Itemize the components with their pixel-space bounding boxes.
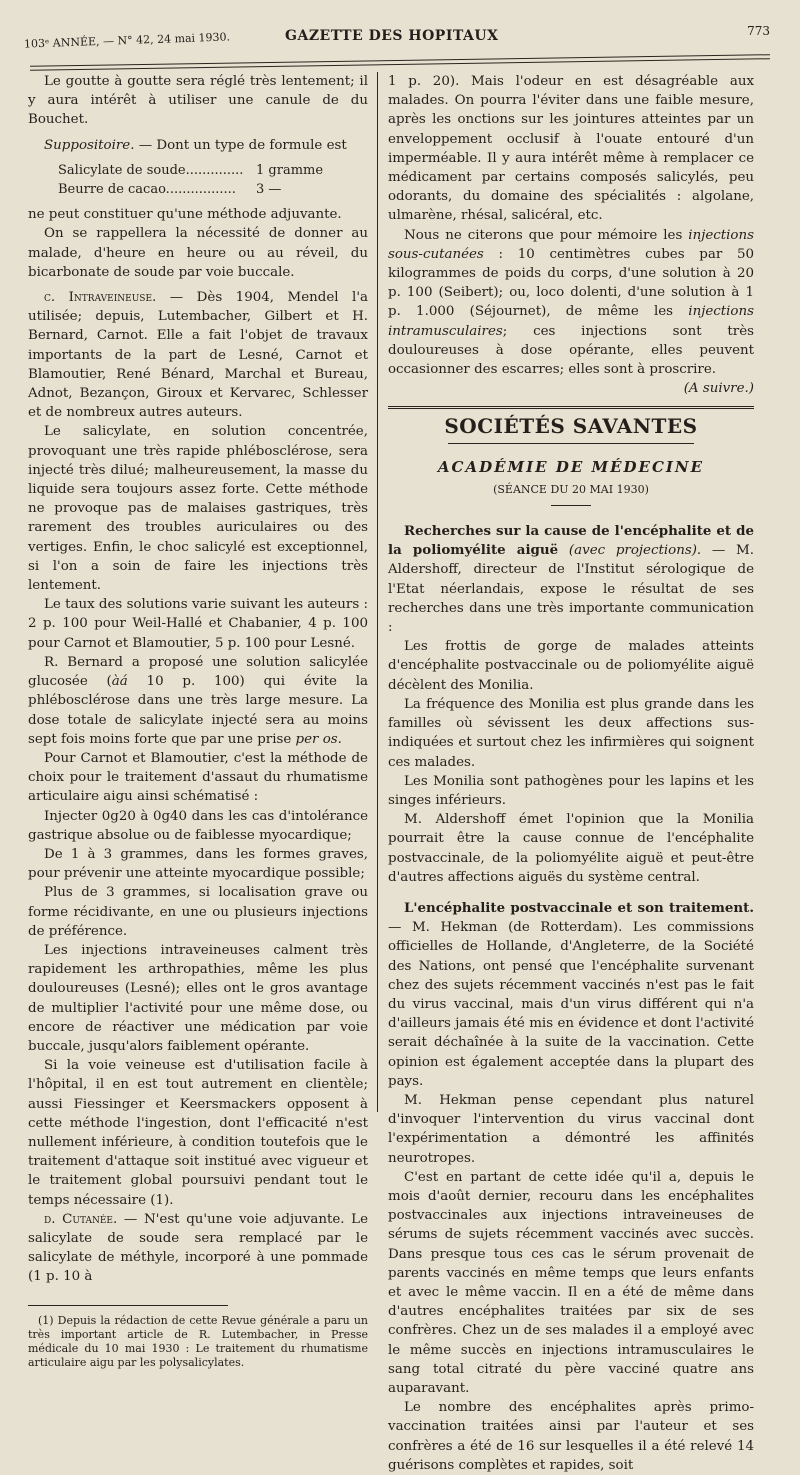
paragraph: La fréquence des Monilia est plus grande dans les familles où sévissent les deux affections sus-indiquées et surtout chez les infirmières qui soignent ces malades. [388,696,754,770]
paragraph: M. Hekman pense cependant plus naturel d'invoquer l'intervention du virus vaccinal dont l'expérimentation a démontré les affinités neurotropes. [388,1092,754,1166]
article-title: L'encéphalite postvaccinale et son traitement. [404,899,754,916]
paragraph: 1 p. 20). Mais l'odeur en est désagréable aux malades. On pourra l'éviter dans une faible mesure, après les onctions sur les jointures atteintes par un enveloppement occlusif à l'ouate entouré d'un imperméable. Il y aura intérêt même à remplacer ce médicament par certains composés salicylés, peu odorants, du domaine des spécialités : algolane, ulmarène, rhésal, salicéral, etc. [388,74,754,224]
page-number: 773 [747,24,770,38]
paragraph: L'encéphalite postvaccinale et son traitement. — M. Hekman (de Rotterdam). Les commissions officielles de Hollande, d'Angleterre, de la Société des Nations, ont pensé que l'encéphalite survenant chez des sujets récemment vaccinés n'est pas le fait du virus vaccinal, mais d'un virus différent qui n'a d'ailleurs jamais été mis en évidence et dont l'activité serait déchaînée à la suite de la vaccination. Cette opinion est également acceptée dans la plupart des pays. [388,899,754,1089]
paragraph: Les Monilia sont pathogènes pour les lapins et les singes inférieurs. [388,773,754,808]
subheading: c. Intraveineuse. [44,290,157,306]
subheading: d. Cutanée. [44,1211,118,1227]
to-be-continued: (A suivre.) [683,381,754,397]
column-divider [377,72,378,1112]
left-column [28,72,368,1370]
paragraph: Les injections intraveineuses calment très rapidement les arthropathies, même les plus douloureuses (Lesné); elles ont le gros avantage de multiplier l'activité pour une même dose, ou encore de réactiver une médication par voie buccale, jusqu'alors faiblement opérante. [28,942,368,1054]
paragraph: Injecter 0g20 à 0g40 dans les cas d'intolérance gastrique absolue ou de faiblesse myocardique; [28,808,368,843]
paragraph: Nous ne citerons que pour mémoire les injections sous-cutanées : 10 centimètres cubes par 50 kilogrammes de poids du corps, d'une solution à 20 p. 100 (Seibert); ou, loco dolenti, d'une solution à 1 p. 1.000 (Séjournet), de même les injections intramusculaires; ces injections sont très douloureuses à dose opérante, elles peuvent occasionner des escarres; elles sont à proscrire. [388,227,754,378]
right-column [388,72,754,1475]
formula-line: Salicylate de soude.............. 1 gramme [58,162,324,178]
paragraph: On se rappellera la nécessité de donner au malade, d'heure en heure ou au réveil, du bicarbonate de soude par voie buccale. [28,226,368,280]
section-rule-thin [448,443,694,444]
section-rule [388,406,754,409]
paragraph: Le taux des solutions varie suivant les auteurs : 2 p. 100 pour Weil-Hallé et Chabanier, 4 p. 100 pour Carnot et Blamoutier, 5 p. 100 pour Lesné. [28,597,368,651]
session-date: (SÉANCE DU 20 MAI 1930) [493,482,649,496]
paragraph: Recherches sur la cause de l'encéphalite et de la poliomyélite aiguë (avec projections). — M. Aldershoff, directeur de l'Institut sérologique de l'Etat néerlandais, expose le résultat de ses recherches dans une très importante communication : [388,523,755,636]
section-title: SOCIÉTÉS SAVANTES [444,414,698,439]
paragraph: ne peut constituer qu'une méthode adjuvante. [28,207,342,223]
paragraph: Le goutte à goutte sera réglé très lentement; il y aura intérêt à utiliser une canule de du Bouchet. [28,74,368,128]
paragraph: Le salicylate, en solution concentrée, provoquant une très rapide phlébosclérose, sera injecté très dilué; malheureusement, la masse du liquide sera toujours assez forte. Cette méthode ne provoque pas de malaises gastriques, très rarement des troubles auriculaires ou des vertiges. Enfin, le choc salicylé est exceptionnel, si l'on a soin de faire les injections très lentement. [28,424,368,594]
formula-line: Beurre de cacao................. 3 — [58,182,282,198]
paragraph: C'est en partant de cette idée qu'il a, depuis le mois d'août dernier, recouru dans les encéphalites postvaccinales aux injections intraveineuses de sérums de sujets récemment vaccinés avec succès. Dans presque tous ces cas le sérum provenait de parents vaccinés en même temps que leurs enfants et avec le même vaccin. Il en a été de même dans d'autres encéphalites traitées par six de ses confrères. Chez un de ses malades il a employé avec le même succès en injections intramusculaires le sang total citraté du père vacciné quatre ans auparavant. [388,1169,754,1396]
issue-info: 103ᵉ ANNÉE, — N° 42, 24 mai 1930. [23,30,231,51]
journal-title: GAZETTE DES HOPITAUX [285,28,499,44]
paragraph: Suppositoire. — Dont un type de formule est [44,137,347,153]
article-title: Recherches sur la cause de l'encéphalite et de la poliomyélite aiguë [388,523,754,559]
paragraph: Les frottis de gorge de malades atteints d'encéphalite postvaccinale ou de poliomyélite aiguë décèlent des Monilia. [388,639,754,693]
footnote-rule [28,1305,228,1306]
paragraph: M. Aldershoff émet l'opinion que la Monilia pourrait être la cause connue de l'encéphalite postvaccinale, de la poliomyélite aiguë et peut-être d'autres affections aiguës du système central. [388,812,754,885]
paragraph: c. Intraveineuse. — Dès 1904, Mendel l'a utilisée; depuis, Lutembacher, Gilbert et H. Bernard, Carnot. Elle a fait l'objet de travaux importants de la part de Lesné, Carnot et Blamoutier, René Bénard, Marchal et Bureau, Adnot, Bezançon, Giroux et Kervarec, Schlesser et de nombreux autres auteurs. [28,290,368,421]
paragraph: d. Cutanée. — N'est qu'une voie adjuvante. Le salicylate de soude sera remplacé par le salicylate de méthyle, incorporé à une pommade (1 p. 10 à [28,1211,369,1285]
paragraph: R. Bernard a proposé une solution salicylée glucosée (àá 10 p. 100) qui évite la phlébosclérose dans une très large mesure. La dose totale de salicylate injecté sera au moins sept fois moins forte que par une prise per os. [28,654,368,747]
academy-title: ACADÉMIE DE MÉDECINE [437,457,705,476]
paragraph: De 1 à 3 grammes, dans les formes graves, pour prévenir une atteinte myocardique possible; [28,846,368,882]
paragraph: Si la voie veineuse est d'utilisation facile à l'hôpital, il en est tout autrement en clientèle; aussi Fiessinger et Keersmackers opposent à cette méthode l'ingestion, dont l'efficacité n'est nullement inférieure, à condition toutefois que le traitement d'attaque soit institué avec vigueur et le traitement global poursuivi pendant tout le temps nécessaire (1). [28,1058,368,1208]
formula [28,161,368,199]
page-header [20,22,776,51]
paragraph: Le nombre des encéphalites après primo-vaccination traitées ainsi par l'auteur et ses confrères a été de 16 sur lesquelles il a été relevé 14 guérisons complètes et rapides, soit [388,1400,754,1473]
subheading: Suppositoire. [44,137,135,153]
footnote: (1) Depuis la rédaction de cette Revue générale a paru un très important article de R. Lutembacher, in Presse médicale du 10 mai 1930 : Le traitement du rhumatisme articulaire aigu par les polysalicylates. [28,1313,368,1369]
short-rule [551,505,591,506]
paragraph: Plus de 3 grammes, si localisation grave ou forme récidivante, en une ou plusieurs injections de préférence. [28,885,368,939]
paragraph: Pour Carnot et Blamoutier, c'est la méthode de choix pour le traitement d'assaut du rhumatisme articulaire aigu ainsi schématisé : [28,750,368,805]
